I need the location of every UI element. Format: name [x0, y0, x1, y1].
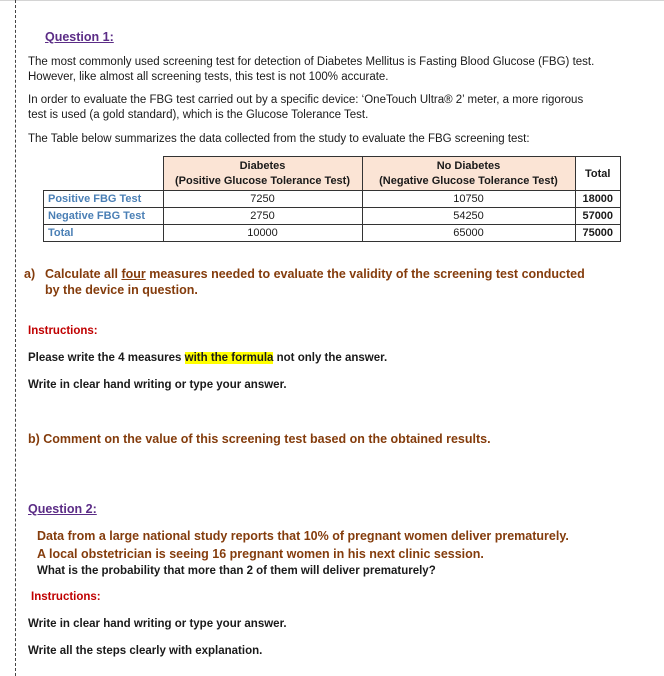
- header-diabetes-subtitle: (Positive Glucose Tolerance Test): [174, 174, 351, 187]
- q1-paragraph-1: The most commonly used screening test for detection of Diabetes Mellitus is Fasting Blood Glucose (FBG) test. However, like almost all screening tests, this test is not 100% accurate.: [28, 56, 595, 83]
- header-no-diabetes: [362, 157, 575, 191]
- row-label-positive-fbg: Positive FBG Test: [44, 191, 164, 208]
- header-diabetes-title: Diabetes: [239, 159, 286, 172]
- cell-negative-diabetes: 2750: [163, 208, 362, 225]
- table-corner-cell: [44, 157, 164, 191]
- cell-grand-total: 75000: [575, 225, 621, 242]
- table-row: [44, 208, 621, 225]
- row-label-total: Total: [44, 225, 164, 242]
- q2-line-2: A local obstetrician is seeing 16 pregnant women in his next clinic session.: [37, 547, 484, 561]
- page-top-border: [0, 0, 664, 1]
- cell-negative-no-diabetes: 54250: [362, 208, 575, 225]
- part-a-label: a): [24, 267, 36, 281]
- header-no-diabetes-subtitle: (Negative Glucose Tolerance Test): [379, 174, 558, 187]
- row-label-negative-fbg: Negative FBG Test: [44, 208, 164, 225]
- cell-total-no-diabetes: 65000: [362, 225, 575, 242]
- q2-instructions-label: Instructions:: [31, 591, 101, 603]
- fbg-results-table: [43, 156, 621, 242]
- cell-negative-total: 57000: [575, 208, 621, 225]
- header-total: Total: [575, 157, 621, 191]
- q1-paragraph-2: In order to evaluate the FBG test carried out by a specific device: ‘OneTouch Ultra® 2’ meter, a more rigorous test is used (a gold standard), which is the Glucose Tolerance Test.: [28, 94, 584, 121]
- q1-instruction-1-post: not only the answer.: [273, 352, 388, 364]
- part-a-text-pre: Calculate all: [45, 267, 122, 281]
- page-margin-guide: [15, 0, 16, 676]
- cell-positive-no-diabetes: 10750: [362, 191, 575, 208]
- table-header-row: [44, 157, 621, 191]
- q2-line-1: Data from a large national study reports that 10% of pregnant women deliver prematurely.: [37, 529, 569, 543]
- q2-instruction-2: Write all the steps clearly with explanation.: [28, 645, 263, 657]
- part-a-underlined-word: four: [121, 267, 146, 281]
- cell-positive-diabetes: 7250: [163, 191, 362, 208]
- question-1-heading: Question 1:: [45, 30, 114, 44]
- question-2-heading: Question 2:: [28, 502, 97, 516]
- q1-instruction-1-highlight: with the formula: [184, 352, 274, 364]
- cell-positive-total: 18000: [575, 191, 621, 208]
- part-a-question-line-1: [45, 266, 585, 282]
- q1-instruction-1: [28, 352, 387, 364]
- part-a-question-line-2: by the device in question.: [45, 283, 198, 297]
- q2-line-3: What is the probability that more than 2 of them will deliver prematurely?: [37, 565, 436, 577]
- header-no-diabetes-title: No Diabetes: [436, 159, 501, 172]
- part-a-text-post: measures needed to evaluate the validity of the screening test conducted: [145, 267, 585, 281]
- q2-instruction-1: Write in clear hand writing or type your answer.: [28, 618, 287, 630]
- q1-instruction-2: Write in clear hand writing or type your answer.: [28, 379, 287, 391]
- part-b-question: b) Comment on the value of this screening test based on the obtained results.: [28, 432, 491, 446]
- table-row: [44, 191, 621, 208]
- q1-instruction-1-pre: Please write the 4 measures: [28, 352, 185, 364]
- q1-paragraph-3: The Table below summarizes the data collected from the study to evaluate the FBG screening test:: [28, 133, 530, 145]
- header-diabetes: [163, 157, 362, 191]
- table-row: [44, 225, 621, 242]
- cell-total-diabetes: 10000: [163, 225, 362, 242]
- q1-instructions-label: Instructions:: [28, 325, 98, 337]
